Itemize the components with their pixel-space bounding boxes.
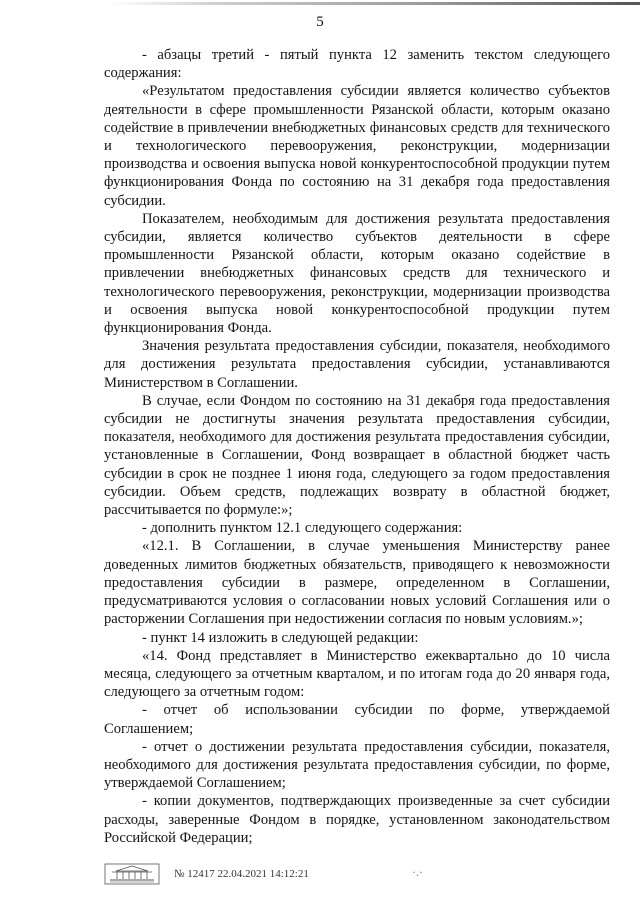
- scan-edge-line: [110, 2, 640, 5]
- document-body: [104, 46, 610, 847]
- paragraph: - дополнить пунктом 12.1 следующего содержания:: [142, 520, 463, 537]
- paragraph: - абзацы третий - пятый пункта 12 заменить текстом следующего содержания:: [104, 47, 610, 82]
- paragraph: «12.1. В Соглашении, в случае уменьшения Министерству ранее доведенных лимитов бюджетных обязательств, приводящего к невозможности предоставления субсидии в размере, определенном в Соглашении, предусматриваются условия о согласовании новых условий Соглашения или о расторжении Соглашения при недостижении согласия по новым условиям.»;: [104, 538, 610, 628]
- paragraph: «Результатом предоставления субсидии является количество субъектов деятельности в сфере промышленности Рязанской области, которым оказано содействие в привлечении внебюджетных финансовых средств для технического и технологического перевооружения, реконструкции, модернизации производства и освоения выпуска новой конкурентоспособной продукции путем функционирования Фонда по состоянию на 31 декабря года предоставления субсидии.: [104, 83, 610, 209]
- page-number: 5: [316, 14, 324, 30]
- pen-mark: ·.·: [412, 865, 423, 879]
- government-building-stamp-icon: [104, 863, 160, 885]
- paragraph: - пункт 14 изложить в следующей редакции:: [142, 629, 419, 646]
- paragraph: Показателем, необходимым для достижения результата предоставления субсидии, является количество субъектов деятельности в сфере промышленности Рязанской области, которым оказано содействие в привлечении внебюджетных финансовых средств для технического и технологического перевооружения, реконструкции, модернизации производства и освоения выпуска новой конкурентоспособной продукции путем функционирования Фонда.: [104, 210, 610, 337]
- document-footer: [104, 863, 610, 887]
- paragraph: - отчет о достижении результата предоставления субсидии, показателя, необходимого для достижения результата предоставления субсидии, по форме, утверждаемой Соглашением;: [104, 738, 610, 792]
- registration-stamp: № 12417 22.04.2021 14:12:21: [174, 868, 309, 880]
- paragraph: «14. Фонд представляет в Министерство ежеквартально до 10 числа месяца, следующего за отчетным кварталом, и по итогам года до 20 января года, следующего за отчетным годом:: [104, 647, 610, 701]
- paragraph: Значения результата предоставления субсидии, показателя, необходимого для достижения результата предоставления субсидии, устанавливаются Министерством в Соглашении.: [104, 338, 610, 391]
- paragraph: - копии документов, подтверждающих произведенные за счет субсидии расходы, заверенные Фондом в порядке, установленном законодательством Российской Федерации;: [104, 793, 610, 846]
- paragraph: - отчет об использовании субсидии по форме, утверждаемой Соглашением;: [104, 702, 610, 737]
- paragraph: В случае, если Фондом по состоянию на 31 декабря года предоставления субсидии не достигнуты значения результата предоставления субсидии, показателя, необходимого для достижения результата предоставления субсидии, установленные в Соглашении, Фонд возвращает в областной бюджет часть субсидии в срок не позднее 1 июня года, следующего за годом предоставления субсидии. Объем средств, подлежащих возврату в областной бюджет, рассчитывается по формуле:»;: [104, 392, 610, 519]
